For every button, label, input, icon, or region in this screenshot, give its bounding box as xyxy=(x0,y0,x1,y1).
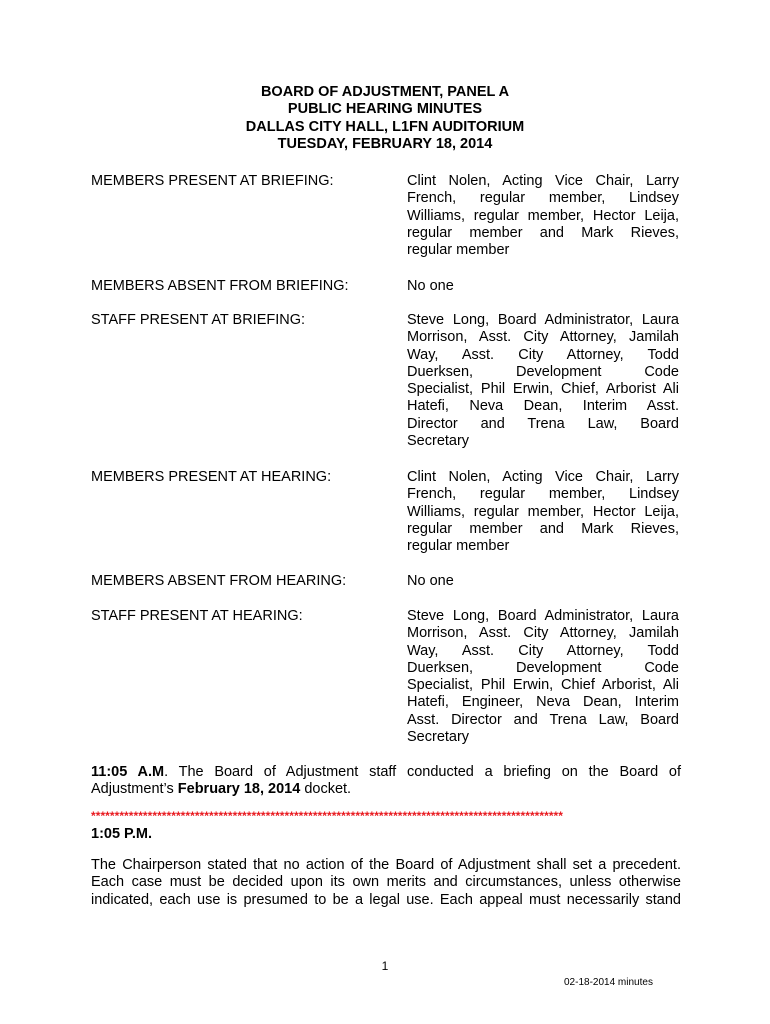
attendance-line: Hatefi, Engineer, Neva Dean, Interim xyxy=(407,694,679,711)
attendance-value xyxy=(407,469,679,555)
attendance-line: Specialist, Phil Erwin, Chief, Arborist Ali xyxy=(407,381,679,398)
page-number: 1 xyxy=(381,959,389,973)
attendance-label: STAFF PRESENT AT HEARING: xyxy=(91,608,303,624)
header-line-date: TUESDAY, FEBRUARY 18, 2014 xyxy=(277,135,493,152)
attendance-label: MEMBERS PRESENT AT HEARING: xyxy=(91,469,332,485)
attendance-line: Steve Long, Board Administrator, Laura xyxy=(407,312,679,328)
briefing-line-2 xyxy=(91,781,681,798)
attendance-line: French, regular member, Lindsey xyxy=(407,486,679,503)
attendance-value xyxy=(407,608,679,746)
attendance-line: French, regular member, Lindsey xyxy=(407,190,679,207)
attendance-line: Way, Asst. City Attorney, Todd xyxy=(407,642,679,659)
attendance-label: MEMBERS ABSENT FROM BRIEFING: xyxy=(91,278,349,294)
briefing-text: Adjustment’s xyxy=(91,781,178,798)
attendance-value xyxy=(407,312,679,450)
attendance-value xyxy=(407,278,679,295)
attendance-line: Director and Trena Law, Board xyxy=(407,415,679,432)
attendance-label: STAFF PRESENT AT BRIEFING: xyxy=(91,312,306,328)
briefing-paragraph xyxy=(91,764,681,799)
briefing-date: February 18, 2014 xyxy=(177,781,301,798)
attendance-line: Duerksen, Development Code xyxy=(407,363,679,380)
attendance-value xyxy=(407,573,679,590)
closing-line: The Chairperson stated that no action of the Board of Adjustment shall set a precedent. xyxy=(91,857,681,873)
attendance-line: Morrison, Asst. City Attorney, Jamilah xyxy=(407,329,679,346)
briefing-line-1 xyxy=(91,764,681,781)
footer-doc-label: 02-18-2014 minutes xyxy=(564,977,653,988)
header-line-location: DALLAS CITY HALL, L1FN AUDITORIUM xyxy=(245,118,525,135)
attendance-line: Duerksen, Development Code xyxy=(407,659,679,676)
attendance-line: Clint Nolen, Acting Vice Chair, Larry xyxy=(407,173,679,189)
attendance-label: MEMBERS ABSENT FROM HEARING: xyxy=(91,573,347,589)
header-line-title: PUBLIC HEARING MINUTES xyxy=(287,101,483,118)
attendance-line: Asst. Director and Trena Law, Board xyxy=(407,711,679,728)
attendance-line: Steve Long, Board Administrator, Laura xyxy=(407,608,679,624)
attendance-line: Specialist, Phil Erwin, Chief Arborist, Ali xyxy=(407,677,679,694)
attendance-line: regular member and Mark Rieves, xyxy=(407,520,679,537)
document-header xyxy=(0,84,770,153)
closing-line: Each case must be decided upon its own merits and circumstances, unless otherwise xyxy=(91,874,681,891)
separator-line: **************************************************************************************************** xyxy=(91,809,563,823)
attendance-line: Way, Asst. City Attorney, Todd xyxy=(407,346,679,363)
closing-paragraph xyxy=(91,857,681,909)
attendance-line: Clint Nolen, Acting Vice Chair, Larry xyxy=(407,469,679,485)
hearing-time: 1:05 P.M. xyxy=(91,826,152,842)
attendance-line: No one xyxy=(407,573,454,589)
attendance-line: Hatefi, Neva Dean, Interim Asst. xyxy=(407,398,679,415)
attendance-value xyxy=(407,173,679,259)
attendance-line: Williams, regular member, Hector Leija, xyxy=(407,207,679,224)
attendance-line: Secretary xyxy=(407,729,470,746)
briefing-text: . The Board of Adjustment staff conducted a briefing on the Board of xyxy=(164,764,682,780)
briefing-time: 11:05 A.M xyxy=(91,764,165,780)
header-line-board: BOARD OF ADJUSTMENT, PANEL A xyxy=(260,84,510,100)
attendance-line: No one xyxy=(407,278,454,294)
attendance-line: regular member xyxy=(407,538,510,555)
closing-line: indicated, each use is presumed to be a legal use. Each appeal must necessarily stand xyxy=(91,891,681,908)
attendance-line: Morrison, Asst. City Attorney, Jamilah xyxy=(407,625,679,642)
attendance-line: regular member xyxy=(407,242,510,259)
attendance-line: regular member and Mark Rieves, xyxy=(407,224,679,241)
attendance-label: MEMBERS PRESENT AT BRIEFING: xyxy=(91,173,334,189)
attendance-line: Williams, regular member, Hector Leija, xyxy=(407,503,679,520)
briefing-text: docket. xyxy=(300,781,352,798)
attendance-line: Secretary xyxy=(407,433,470,450)
